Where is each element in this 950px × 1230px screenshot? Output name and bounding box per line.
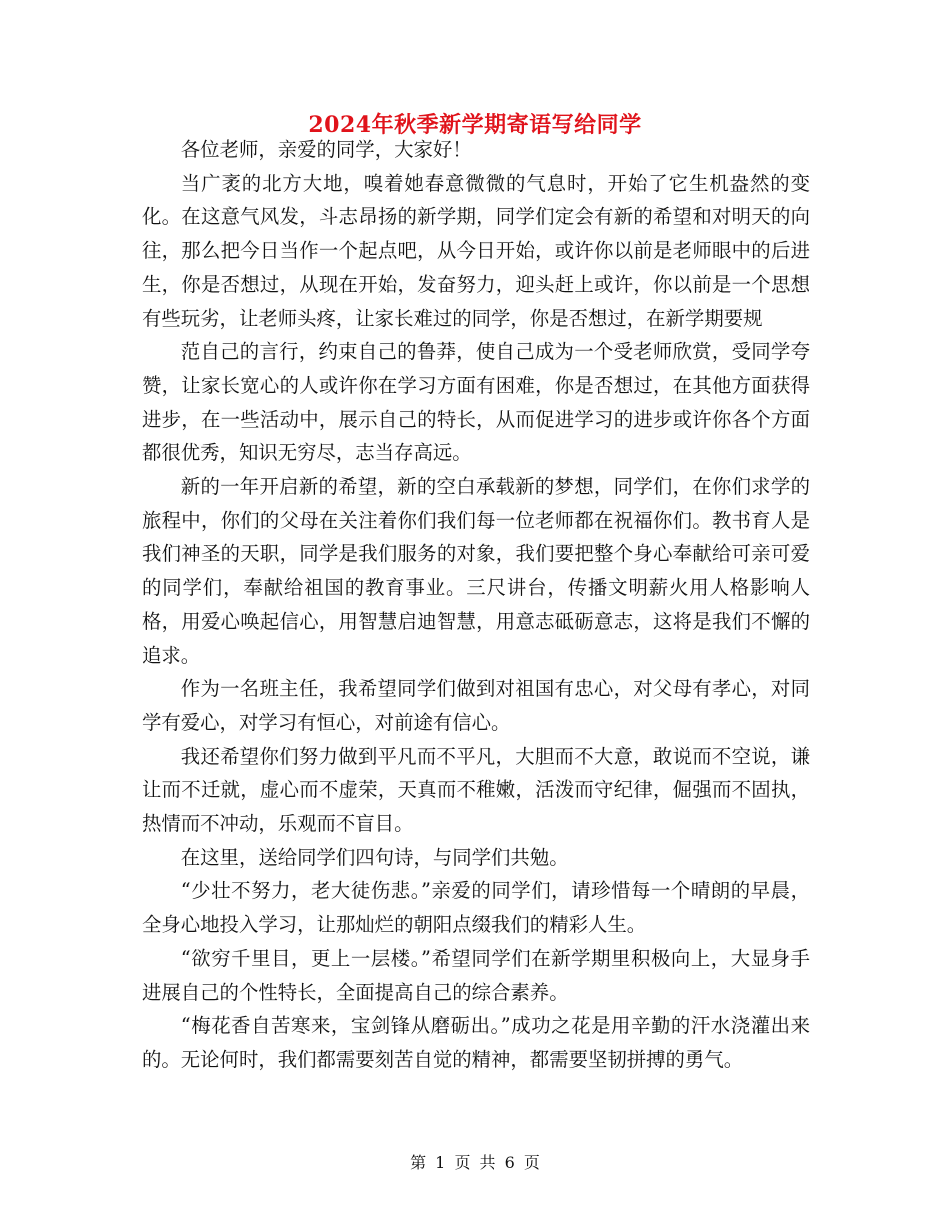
paragraph-greeting: 各位老师，亲爱的同学，大家好！ — [180, 138, 472, 161]
paragraph-poem-3: “梅花香自苦寒来，宝剑锋从磨砺出。”成功之花是用辛勤的汗水浇灌出来的。无论何时，我们都需要刻苦自觉的精神，都需要坚韧拼搏的勇气。 — [142, 1014, 810, 1071]
paragraph: 范自己的言行，约束自己的鲁莽，使自己成为一个受老师欣赏，受同学夸赞，让家长宽心的人或许你在学习方面有困难，你是否想过，在其他方面获得进步，在一些活动中，展示自己的特长，从而促进学习的进步或许你各个方面都很优秀，知识无穷尽，志当存高远。 — [142, 340, 810, 465]
paragraph: 作为一名班主任，我希望同学们做到对祖国有忠心，对父母有孝心，对同学有爱心，对学习有恒心，对前途有信心。 — [142, 677, 810, 734]
document-body — [142, 133, 810, 1077]
paragraph: 新的一年开启新的希望，新的空白承载新的梦想，同学们，在你们求学的旅程中，你们的父母在关注着你们我们每一位老师都在祝福你们。教书育人是我们神圣的天职，同学是我们服务的对象，我们要把整个身心奉献给可亲可爱的同学们，奉献给祖国的教育事业。三尺讲台，传播文明薪火用人格影响人格，用爱心唤起信心，用智慧启迪智慧，用意志砥砺意志，这将是我们不懈的追求。 — [142, 475, 810, 667]
paragraph: 我还希望你们努力做到平凡而不平凡，大胆而不大意，敢说而不空说，谦让而不迁就，虚心而不虚荣，天真而不稚嫩，活泼而守纪律，倔强而不固执，热情而不冲动，乐观而不盲目。 — [142, 744, 810, 836]
page-number-footer: 第 1 页 共 6 页 — [410, 1153, 540, 1172]
paragraph: 当广袤的北方大地，嗅着她春意微微的气息时，开始了它生机盎然的变化。在这意气风发，斗志昂扬的新学期，同学们定会有新的希望和对明天的向往，那么把今日当作一个起点吧，从今日开始，或许你以前是老师眼中的后进生，你是否想过，从现在开始，发奋努力，迎头赶上或许，你以前是一个思想有些玩劣，让老师头疼，让家长难过的同学，你是否想过，在新学期要规 — [142, 171, 810, 330]
document-title: 2024年秋季新学期寄语写给同学 — [308, 112, 642, 138]
paragraph: 在这里，送给同学们四句诗，与同学们共勉。 — [180, 845, 569, 869]
paragraph-poem-1: “少壮不努力，老大徒伤悲。”亲爱的同学们，请珍惜每一个晴朗的早晨，全身心地投入学习，让那灿烂的朝阳点缀我们的精彩人生。 — [142, 879, 810, 937]
paragraph-poem-2: “欲穷千里目，更上一层楼。”希望同学们在新学期里积极向上，大显身手进展自己的个性特长，全面提高自己的综合素养。 — [142, 946, 810, 1004]
